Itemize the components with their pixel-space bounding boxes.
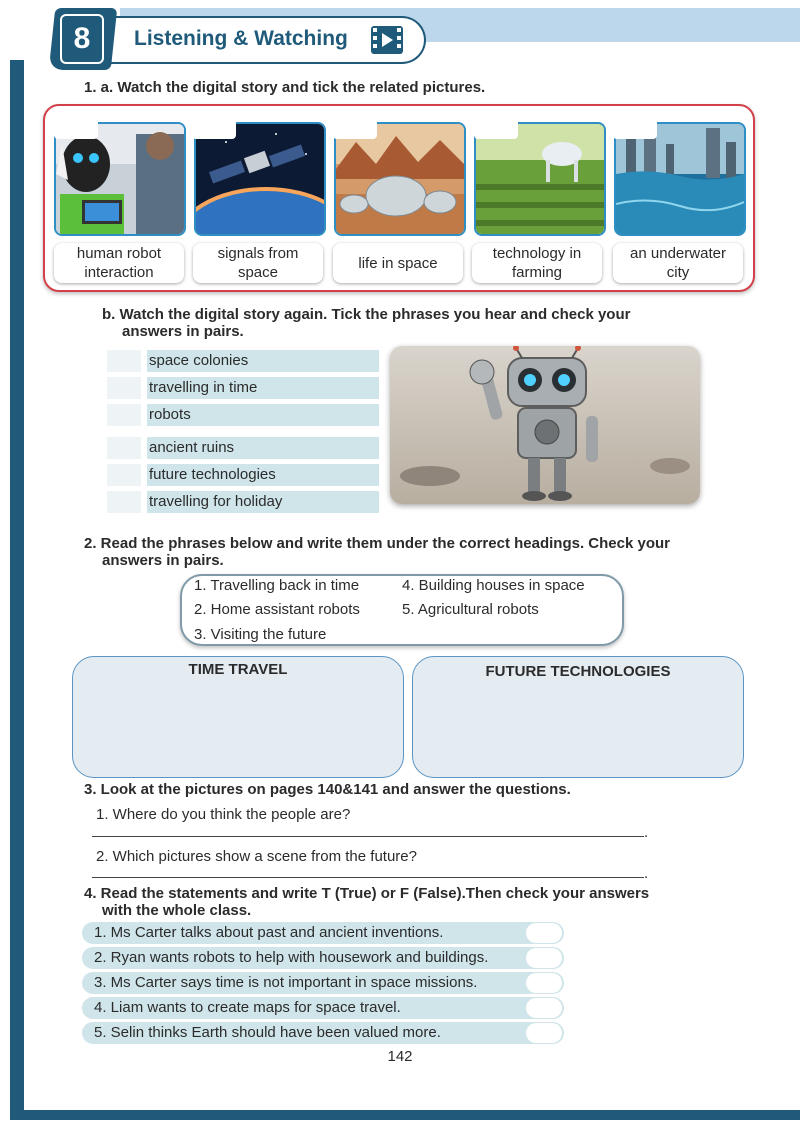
picture-life-space	[334, 122, 466, 236]
picture-underwater-city	[614, 122, 746, 236]
q3-answer-line-1[interactable]	[92, 836, 644, 837]
tf-answer-box[interactable]	[526, 948, 562, 968]
q3-prompt: 3. Look at the pictures on pages 140&141 and answer the questions.	[84, 781, 571, 798]
film-play-icon	[370, 24, 404, 56]
phrase-row-2[interactable]: travelling in time	[107, 377, 379, 399]
caption-3: life in space	[333, 243, 463, 283]
picture-human-robot	[54, 122, 186, 236]
q2-item-4: 4. Building houses in space	[402, 577, 585, 594]
page-frame-bottom	[10, 1110, 800, 1120]
statement-4: 4. Liam wants to create maps for space travel.	[82, 997, 564, 1019]
statement-3: 3. Ms Carter says time is not important in space missions.	[82, 972, 564, 994]
phrase-tickbox[interactable]	[107, 350, 141, 372]
q2-prompt-line1: 2. Read the phrases below and write them under the correct headings. Check your	[84, 535, 670, 552]
q3-question-2: 2. Which pictures show a scene from the future?	[96, 848, 417, 865]
future-technologies-box[interactable]	[412, 656, 744, 778]
section-title: Listening & Watching	[134, 27, 348, 50]
q2-item-1: 1. Travelling back in time	[194, 577, 360, 594]
picture-farming-tech	[474, 122, 606, 236]
tickbox-3[interactable]	[333, 107, 377, 139]
statement-1: 1. Ms Carter talks about past and ancient inventions.	[82, 922, 564, 944]
phrase-tickbox[interactable]	[107, 377, 141, 399]
tf-answer-box[interactable]	[526, 1023, 562, 1043]
statement-5: 5. Selin thinks Earth should have been valued more.	[82, 1022, 564, 1044]
tf-answer-box[interactable]	[526, 973, 562, 993]
page-frame-left	[0, 0, 24, 1128]
caption-1: human robot interaction	[54, 243, 184, 283]
phrase-tickbox[interactable]	[107, 437, 141, 459]
q3-line-end-2: .	[644, 865, 649, 882]
tickbox-2[interactable]	[192, 107, 236, 139]
q3-question-1: 1. Where do you think the people are?	[96, 806, 351, 823]
tickbox-5[interactable]	[613, 107, 657, 139]
statement-2: 2. Ryan wants robots to help with housework and buildings.	[82, 947, 564, 969]
tf-answer-box[interactable]	[526, 923, 562, 943]
q4-prompt-line2: with the whole class.	[102, 902, 252, 919]
q1a-prompt: 1. a. Watch the digital story and tick the related pictures.	[84, 79, 486, 96]
q1b-prompt-line1: b. Watch the digital story again. Tick the phrases you hear and check your	[102, 306, 631, 323]
q3-answer-line-2[interactable]	[92, 877, 644, 878]
phrase-row-6[interactable]: travelling for holiday	[107, 491, 379, 513]
phrase-row-3[interactable]: robots	[107, 404, 379, 426]
phrase-tickbox[interactable]	[107, 464, 141, 486]
robot-illustration	[390, 346, 700, 504]
phrase-row-1[interactable]: space colonies	[107, 350, 379, 372]
phrase-row-4[interactable]: ancient ruins	[107, 437, 379, 459]
tickbox-4[interactable]	[474, 107, 518, 139]
phrase-tickbox[interactable]	[107, 404, 141, 426]
tickbox-1[interactable]	[54, 107, 98, 139]
q2-item-3: 3. Visiting the future	[194, 626, 327, 643]
tf-answer-box[interactable]	[526, 998, 562, 1018]
heading-time-travel: TIME TRAVEL	[188, 661, 288, 678]
picture-signals-space	[194, 122, 326, 236]
time-travel-box[interactable]	[72, 656, 404, 778]
q4-prompt-line1: 4. Read the statements and write T (True) or F (False).Then check your answers	[84, 885, 650, 902]
phrase-row-5[interactable]: future technologies	[107, 464, 379, 486]
q3-line-end-1: .	[644, 824, 649, 841]
phrase-tickbox[interactable]	[107, 491, 141, 513]
heading-future-technologies: FUTURE TECHNOLOGIES	[485, 663, 671, 680]
q1b-prompt-line2: answers in pairs.	[122, 323, 244, 340]
q2-prompt-line2: answers in pairs.	[102, 552, 224, 569]
q2-item-5: 5. Agricultural robots	[402, 601, 539, 618]
caption-5: an underwater city	[613, 243, 743, 283]
caption-4: technology in farming	[472, 243, 602, 283]
page-number: 142	[387, 1048, 413, 1065]
caption-2: signals from space	[193, 243, 323, 283]
q2-item-2: 2. Home assistant robots	[194, 601, 360, 618]
unit-number: 8	[60, 14, 104, 64]
